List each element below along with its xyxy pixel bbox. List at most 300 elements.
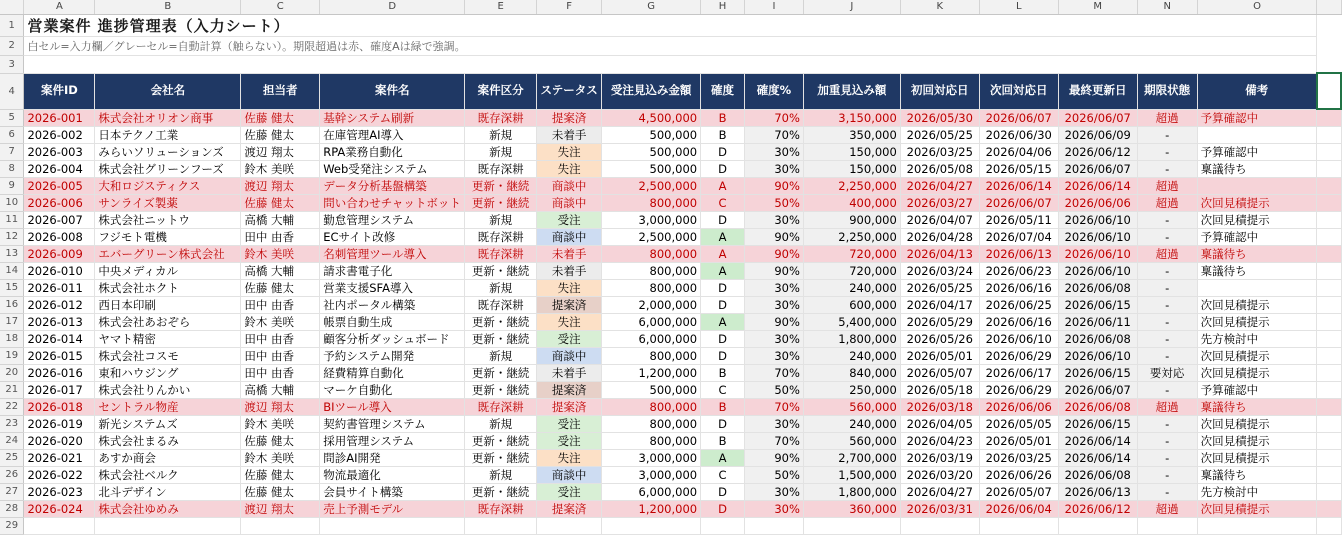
row-header[interactable]: 8 xyxy=(0,160,24,177)
cell-first[interactable]: 2026/05/30 xyxy=(900,109,979,126)
cell-project[interactable]: BIツール導入 xyxy=(320,398,465,415)
cell-updated[interactable]: 2026/06/07 xyxy=(1058,381,1137,398)
cell-amount[interactable]: 500,000 xyxy=(602,381,701,398)
cell-status[interactable]: 未着手 xyxy=(537,126,602,143)
cell-pct[interactable]: 90% xyxy=(745,177,804,194)
cell-deadline[interactable]: 超過 xyxy=(1137,500,1197,517)
cell-amount[interactable]: 2,500,000 xyxy=(602,177,701,194)
cell-weighted[interactable]: 150,000 xyxy=(803,160,900,177)
cell-status[interactable]: 未着手 xyxy=(537,364,602,381)
cell-type[interactable]: 更新・継続 xyxy=(465,262,537,279)
cell-project[interactable]: 勤怠管理システム xyxy=(320,211,465,228)
cell-empty[interactable] xyxy=(1317,347,1341,364)
cell-pct[interactable]: 50% xyxy=(745,466,804,483)
cell-first[interactable]: 2026/04/17 xyxy=(900,296,979,313)
cell-next[interactable]: 2026/07/04 xyxy=(979,228,1058,245)
cell-note[interactable]: 予算確認中 xyxy=(1197,143,1317,160)
cell-owner[interactable]: 佐藤 健太 xyxy=(241,483,320,500)
cell-weighted[interactable]: 3,150,000 xyxy=(803,109,900,126)
cell-id[interactable]: 2026-011 xyxy=(24,279,95,296)
cell-owner[interactable]: 鈴木 美咲 xyxy=(241,245,320,262)
cell-owner[interactable]: 佐藤 健太 xyxy=(241,194,320,211)
cell-status[interactable]: 受注 xyxy=(537,432,602,449)
cell-weighted[interactable]: 720,000 xyxy=(803,245,900,262)
cell-note[interactable]: 稟議待ち xyxy=(1197,398,1317,415)
cell-pct[interactable]: 90% xyxy=(745,313,804,330)
cell-company[interactable]: 株式会社あおぞら xyxy=(95,313,241,330)
cell-weighted[interactable]: 2,250,000 xyxy=(803,228,900,245)
cell-company[interactable]: 株式会社グリーンフーズ xyxy=(95,160,241,177)
cell-empty[interactable] xyxy=(1317,381,1341,398)
cell-empty[interactable] xyxy=(1317,415,1341,432)
cell-rank[interactable]: D xyxy=(701,415,745,432)
cell-first[interactable]: 2026/05/29 xyxy=(900,313,979,330)
cell-rank[interactable]: D xyxy=(701,296,745,313)
row-header[interactable]: 21 xyxy=(0,381,24,398)
cell-note[interactable]: 次回見積提示 xyxy=(1197,296,1317,313)
cell-project[interactable]: 経費精算自動化 xyxy=(320,364,465,381)
cell-status[interactable]: 商談中 xyxy=(537,347,602,364)
cell-updated[interactable]: 2026/06/14 xyxy=(1058,449,1137,466)
cell-owner[interactable]: 佐藤 健太 xyxy=(241,466,320,483)
column-header-e[interactable]: E xyxy=(465,0,537,14)
cell-rank[interactable]: D xyxy=(701,500,745,517)
cell-next[interactable]: 2026/06/16 xyxy=(979,279,1058,296)
cell-type[interactable]: 更新・継続 xyxy=(465,432,537,449)
cell-company[interactable]: あすか商会 xyxy=(95,449,241,466)
cell-rank[interactable]: A xyxy=(701,449,745,466)
cell-amount[interactable]: 500,000 xyxy=(602,126,701,143)
cell-type[interactable]: 更新・継続 xyxy=(465,313,537,330)
header-cell[interactable]: 加重見込み額 xyxy=(803,73,900,109)
cell-rank[interactable]: B xyxy=(701,432,745,449)
column-header-c[interactable]: C xyxy=(241,0,320,14)
cell-company[interactable]: 中央メディカル xyxy=(95,262,241,279)
cell-first[interactable]: 2026/03/19 xyxy=(900,449,979,466)
cell-empty[interactable] xyxy=(537,517,602,534)
cell-owner[interactable]: 佐藤 健太 xyxy=(241,126,320,143)
header-cell[interactable]: 案件区分 xyxy=(465,73,537,109)
cell-rank[interactable]: D xyxy=(701,279,745,296)
row-header[interactable]: 20 xyxy=(0,364,24,381)
row-header[interactable]: 18 xyxy=(0,330,24,347)
cell-pct[interactable]: 90% xyxy=(745,245,804,262)
cell-rank[interactable]: C xyxy=(701,194,745,211)
cell-company[interactable]: 東和ハウジング xyxy=(95,364,241,381)
cell-id[interactable]: 2026-017 xyxy=(24,381,95,398)
cell-id[interactable]: 2026-023 xyxy=(24,483,95,500)
cell-company[interactable]: 株式会社まるみ xyxy=(95,432,241,449)
cell-pct[interactable]: 30% xyxy=(745,160,804,177)
cell-status[interactable]: 商談中 xyxy=(537,466,602,483)
cell-owner[interactable]: 渡辺 翔太 xyxy=(241,398,320,415)
cell-pct[interactable]: 90% xyxy=(745,449,804,466)
header-cell[interactable]: ステータス xyxy=(537,73,602,109)
cell-deadline[interactable]: - xyxy=(1137,211,1197,228)
cell-owner[interactable]: 鈴木 美咲 xyxy=(241,415,320,432)
cell-empty[interactable] xyxy=(1317,432,1341,449)
cell-deadline[interactable]: 要対応 xyxy=(1137,364,1197,381)
cell-weighted[interactable]: 5,400,000 xyxy=(803,313,900,330)
cell-weighted[interactable]: 250,000 xyxy=(803,381,900,398)
cell-amount[interactable]: 2,500,000 xyxy=(602,228,701,245)
header-cell[interactable]: 初回対応日 xyxy=(900,73,979,109)
row-header[interactable]: 15 xyxy=(0,279,24,296)
cell-deadline[interactable]: - xyxy=(1137,126,1197,143)
cell-amount[interactable]: 3,000,000 xyxy=(602,449,701,466)
header-cell[interactable]: 期限状態 xyxy=(1137,73,1197,109)
cell-rank[interactable]: B xyxy=(701,398,745,415)
cell-empty[interactable] xyxy=(465,517,537,534)
cell-pct[interactable]: 50% xyxy=(745,194,804,211)
cell-rank[interactable]: D xyxy=(701,160,745,177)
cell-rank[interactable]: A xyxy=(701,313,745,330)
cell-weighted[interactable]: 360,000 xyxy=(803,500,900,517)
cell-company[interactable]: 株式会社オリオン商事 xyxy=(95,109,241,126)
cell-empty[interactable] xyxy=(900,517,979,534)
cell-weighted[interactable]: 400,000 xyxy=(803,194,900,211)
cell-updated[interactable]: 2026/06/08 xyxy=(1058,279,1137,296)
cell-company[interactable]: 株式会社ホクト xyxy=(95,279,241,296)
cell-empty[interactable] xyxy=(1058,517,1137,534)
cell-id[interactable]: 2026-002 xyxy=(24,126,95,143)
column-header-b[interactable]: B xyxy=(95,0,241,14)
column-header-n[interactable]: N xyxy=(1137,0,1197,14)
cell-empty[interactable] xyxy=(1317,398,1341,415)
cell-first[interactable]: 2026/05/25 xyxy=(900,126,979,143)
cell-type[interactable]: 更新・継続 xyxy=(465,177,537,194)
cell-type[interactable]: 新規 xyxy=(465,279,537,296)
cell-note[interactable]: 次回見積提示 xyxy=(1197,313,1317,330)
cell-first[interactable]: 2026/05/08 xyxy=(900,160,979,177)
cell-weighted[interactable]: 560,000 xyxy=(803,432,900,449)
cell-status[interactable]: 商談中 xyxy=(537,177,602,194)
cell-weighted[interactable]: 2,250,000 xyxy=(803,177,900,194)
cell-weighted[interactable]: 1,800,000 xyxy=(803,483,900,500)
cell-next[interactable]: 2026/04/06 xyxy=(979,143,1058,160)
column-header-j[interactable]: J xyxy=(803,0,900,14)
cell-owner[interactable]: 田中 由香 xyxy=(241,347,320,364)
cell-weighted[interactable]: 240,000 xyxy=(803,279,900,296)
cell-pct[interactable]: 30% xyxy=(745,330,804,347)
header-cell[interactable]: 受注見込み金額 xyxy=(602,73,701,109)
cell-company[interactable]: 西日本印刷 xyxy=(95,296,241,313)
cell-id[interactable]: 2026-009 xyxy=(24,245,95,262)
cell-rank[interactable]: D xyxy=(701,143,745,160)
cell-weighted[interactable]: 600,000 xyxy=(803,296,900,313)
cell-id[interactable]: 2026-020 xyxy=(24,432,95,449)
cell-rank[interactable]: D xyxy=(701,211,745,228)
cell-amount[interactable]: 800,000 xyxy=(602,398,701,415)
cell-empty[interactable] xyxy=(1317,228,1341,245)
cell-weighted[interactable]: 560,000 xyxy=(803,398,900,415)
row-header[interactable]: 16 xyxy=(0,296,24,313)
cell-company[interactable]: ヤマト精密 xyxy=(95,330,241,347)
cell-empty[interactable] xyxy=(1317,160,1341,177)
cell-empty[interactable] xyxy=(1197,517,1317,534)
cell-weighted[interactable]: 240,000 xyxy=(803,415,900,432)
cell-id[interactable]: 2026-001 xyxy=(24,109,95,126)
cell-note[interactable]: 次回見積提示 xyxy=(1197,500,1317,517)
cell-pct[interactable]: 30% xyxy=(745,143,804,160)
cell-id[interactable]: 2026-019 xyxy=(24,415,95,432)
cell-empty[interactable] xyxy=(701,517,745,534)
column-header-a[interactable]: A xyxy=(24,0,95,14)
cell-deadline[interactable]: - xyxy=(1137,279,1197,296)
cell-empty[interactable] xyxy=(24,517,95,534)
cell-note[interactable] xyxy=(1197,126,1317,143)
cell-deadline[interactable]: - xyxy=(1137,228,1197,245)
cell-first[interactable]: 2026/05/25 xyxy=(900,279,979,296)
cell-status[interactable]: 提案済 xyxy=(537,109,602,126)
cell-empty[interactable] xyxy=(1317,500,1341,517)
cell-deadline[interactable]: 超過 xyxy=(1137,177,1197,194)
cell-company[interactable]: 株式会社コスモ xyxy=(95,347,241,364)
cell-rank[interactable]: C xyxy=(701,466,745,483)
cell-status[interactable]: 失注 xyxy=(537,313,602,330)
cell-project[interactable]: 問い合わせチャットボット xyxy=(320,194,465,211)
cell-status[interactable]: 商談中 xyxy=(537,228,602,245)
cell-first[interactable]: 2026/03/18 xyxy=(900,398,979,415)
cell-note[interactable]: 予算確認中 xyxy=(1197,228,1317,245)
cell-id[interactable]: 2026-024 xyxy=(24,500,95,517)
cell-next[interactable]: 2026/06/17 xyxy=(979,364,1058,381)
row-header[interactable]: 23 xyxy=(0,415,24,432)
cell-updated[interactable]: 2026/06/10 xyxy=(1058,228,1137,245)
cell-deadline[interactable]: 超過 xyxy=(1137,109,1197,126)
cell-rank[interactable]: B xyxy=(701,126,745,143)
cell-deadline[interactable]: 超過 xyxy=(1137,398,1197,415)
cell-first[interactable]: 2026/04/27 xyxy=(900,177,979,194)
cell-empty[interactable] xyxy=(1317,211,1341,228)
row-header[interactable]: 2 xyxy=(0,36,24,55)
column-header-m[interactable]: M xyxy=(1058,0,1137,14)
cell-pct[interactable]: 30% xyxy=(745,347,804,364)
cell-deadline[interactable]: - xyxy=(1137,483,1197,500)
cell-owner[interactable]: 渡辺 翔太 xyxy=(241,143,320,160)
cell-amount[interactable]: 500,000 xyxy=(602,143,701,160)
cell-empty[interactable] xyxy=(1317,194,1341,211)
cell-project[interactable]: マーケ自動化 xyxy=(320,381,465,398)
cell-id[interactable]: 2026-003 xyxy=(24,143,95,160)
cell-amount[interactable]: 800,000 xyxy=(602,262,701,279)
sheet-title[interactable]: 営業案件 進捗管理表（入力シート） xyxy=(24,14,1317,36)
cell-type[interactable]: 更新・継続 xyxy=(465,194,537,211)
cell-empty[interactable] xyxy=(1317,296,1341,313)
cell-owner[interactable]: 高橋 大輔 xyxy=(241,262,320,279)
row-header[interactable]: 19 xyxy=(0,347,24,364)
select-all-corner[interactable] xyxy=(0,0,24,14)
cell-updated[interactable]: 2026/06/07 xyxy=(1058,109,1137,126)
cell-next[interactable]: 2026/06/16 xyxy=(979,313,1058,330)
cell-status[interactable]: 失注 xyxy=(537,279,602,296)
cell-company[interactable]: エバーグリーン株式会社 xyxy=(95,245,241,262)
cell-company[interactable]: 大和ロジスティクス xyxy=(95,177,241,194)
cell-id[interactable]: 2026-018 xyxy=(24,398,95,415)
cell-deadline[interactable]: - xyxy=(1137,143,1197,160)
cell-project[interactable]: 在庫管理AI導入 xyxy=(320,126,465,143)
row-header[interactable]: 5 xyxy=(0,109,24,126)
cell-next[interactable]: 2026/06/07 xyxy=(979,109,1058,126)
cell-first[interactable]: 2026/04/05 xyxy=(900,415,979,432)
cell-weighted[interactable]: 350,000 xyxy=(803,126,900,143)
cell-next[interactable]: 2026/06/10 xyxy=(979,330,1058,347)
cell-owner[interactable]: 高橋 大輔 xyxy=(241,381,320,398)
cell-empty[interactable] xyxy=(1317,466,1341,483)
cell-project[interactable]: 採用管理システム xyxy=(320,432,465,449)
cell-note[interactable]: 予算確認中 xyxy=(1197,381,1317,398)
row-header[interactable]: 4 xyxy=(0,73,24,109)
cell-project[interactable]: 名刺管理ツール導入 xyxy=(320,245,465,262)
row-header[interactable]: 28 xyxy=(0,500,24,517)
cell-empty[interactable] xyxy=(95,517,241,534)
cell-owner[interactable]: 鈴木 美咲 xyxy=(241,449,320,466)
cell-type[interactable]: 既存深耕 xyxy=(465,296,537,313)
cell-deadline[interactable]: - xyxy=(1137,296,1197,313)
cell-type[interactable]: 更新・継続 xyxy=(465,381,537,398)
cell-id[interactable]: 2026-022 xyxy=(24,466,95,483)
sheet-subtitle[interactable]: 白セル=入力欄／グレーセル=自動計算（触らない）。期限超過は赤、確度Aは緑で強調。 xyxy=(24,36,1317,55)
cell-note[interactable]: 次回見積提示 xyxy=(1197,415,1317,432)
cell-empty[interactable] xyxy=(745,517,804,534)
cell-owner[interactable]: 田中 由香 xyxy=(241,296,320,313)
cell-owner[interactable]: 田中 由香 xyxy=(241,364,320,381)
cell-amount[interactable]: 800,000 xyxy=(602,415,701,432)
cell-pct[interactable]: 50% xyxy=(745,381,804,398)
cell-id[interactable]: 2026-008 xyxy=(24,228,95,245)
cell-company[interactable]: 株式会社りんかい xyxy=(95,381,241,398)
cell-id[interactable]: 2026-006 xyxy=(24,194,95,211)
row-header[interactable]: 7 xyxy=(0,143,24,160)
cell-pct[interactable]: 90% xyxy=(745,228,804,245)
cell-owner[interactable]: 佐藤 健太 xyxy=(241,109,320,126)
cell-deadline[interactable]: - xyxy=(1137,313,1197,330)
row-header[interactable]: 24 xyxy=(0,432,24,449)
cell-status[interactable]: 失注 xyxy=(537,160,602,177)
cell-type[interactable]: 既存深耕 xyxy=(465,398,537,415)
cell-type[interactable]: 新規 xyxy=(465,143,537,160)
cell-first[interactable]: 2026/04/28 xyxy=(900,228,979,245)
cell-note[interactable]: 稟議待ち xyxy=(1197,466,1317,483)
cell-next[interactable]: 2026/05/01 xyxy=(979,432,1058,449)
cell-note[interactable]: 予算確認中 xyxy=(1197,109,1317,126)
cell-project[interactable]: 物流最適化 xyxy=(320,466,465,483)
cell-empty[interactable] xyxy=(1317,449,1341,466)
cell-updated[interactable]: 2026/06/08 xyxy=(1058,330,1137,347)
cell-company[interactable]: みらいソリューションズ xyxy=(95,143,241,160)
cell-next[interactable]: 2026/06/14 xyxy=(979,177,1058,194)
header-cell[interactable]: 確度 xyxy=(701,73,745,109)
cell-rank[interactable]: D xyxy=(701,483,745,500)
cell-weighted[interactable]: 240,000 xyxy=(803,347,900,364)
row-header[interactable]: 11 xyxy=(0,211,24,228)
cell-company[interactable]: サンライズ製薬 xyxy=(95,194,241,211)
cell-first[interactable]: 2026/03/25 xyxy=(900,143,979,160)
cell-deadline[interactable]: - xyxy=(1137,262,1197,279)
cell-empty[interactable] xyxy=(1317,483,1341,500)
cell-weighted[interactable]: 900,000 xyxy=(803,211,900,228)
column-header-d[interactable]: D xyxy=(320,0,465,14)
cell-pct[interactable]: 30% xyxy=(745,483,804,500)
cell-note[interactable] xyxy=(1197,177,1317,194)
cell-status[interactable]: 提案済 xyxy=(537,500,602,517)
cell-weighted[interactable]: 1,800,000 xyxy=(803,330,900,347)
cell-project[interactable]: 問診AI開発 xyxy=(320,449,465,466)
cell-updated[interactable]: 2026/06/09 xyxy=(1058,126,1137,143)
cell-note[interactable]: 先方検討中 xyxy=(1197,483,1317,500)
cell-type[interactable]: 更新・継続 xyxy=(465,364,537,381)
cell-note[interactable]: 先方検討中 xyxy=(1197,330,1317,347)
cell-type[interactable]: 更新・継続 xyxy=(465,483,537,500)
cell-type[interactable]: 既存深耕 xyxy=(465,160,537,177)
cell-pct[interactable]: 70% xyxy=(745,109,804,126)
cell-empty[interactable] xyxy=(1317,330,1341,347)
cell-note[interactable]: 次回見積提示 xyxy=(1197,449,1317,466)
cell-deadline[interactable]: - xyxy=(1137,381,1197,398)
header-cell[interactable]: 会社名 xyxy=(95,73,241,109)
column-header-h[interactable]: H xyxy=(701,0,745,14)
cell-project[interactable]: 顧客分析ダッシュボード xyxy=(320,330,465,347)
cell-note[interactable] xyxy=(1197,279,1317,296)
cell-next[interactable]: 2026/06/23 xyxy=(979,262,1058,279)
cell-deadline[interactable]: - xyxy=(1137,449,1197,466)
cell-first[interactable]: 2026/05/07 xyxy=(900,364,979,381)
cell-updated[interactable]: 2026/06/08 xyxy=(1058,466,1137,483)
cell-rank[interactable]: A xyxy=(701,262,745,279)
cell-id[interactable]: 2026-021 xyxy=(24,449,95,466)
cell-type[interactable]: 更新・継続 xyxy=(465,330,537,347)
cell-empty[interactable] xyxy=(1317,279,1341,296)
cell-first[interactable]: 2026/04/07 xyxy=(900,211,979,228)
cell-next[interactable]: 2026/06/30 xyxy=(979,126,1058,143)
row-header[interactable]: 12 xyxy=(0,228,24,245)
cell-note[interactable]: 次回見積提示 xyxy=(1197,364,1317,381)
cell-type[interactable]: 新規 xyxy=(465,415,537,432)
cell-empty[interactable] xyxy=(803,517,900,534)
cell-empty[interactable] xyxy=(1317,313,1341,330)
cell-status[interactable]: 未着手 xyxy=(537,262,602,279)
cell-type[interactable]: 更新・継続 xyxy=(465,449,537,466)
cell-rank[interactable]: B xyxy=(701,109,745,126)
cell-id[interactable]: 2026-005 xyxy=(24,177,95,194)
cell-deadline[interactable]: - xyxy=(1137,160,1197,177)
row-header[interactable]: 22 xyxy=(0,398,24,415)
cell-next[interactable]: 2026/06/25 xyxy=(979,296,1058,313)
cell-weighted[interactable]: 2,700,000 xyxy=(803,449,900,466)
column-header-i[interactable]: I xyxy=(745,0,804,14)
cell-status[interactable]: 提案済 xyxy=(537,381,602,398)
cell-id[interactable]: 2026-010 xyxy=(24,262,95,279)
cell-rank[interactable]: C xyxy=(701,381,745,398)
row-header[interactable]: 9 xyxy=(0,177,24,194)
cell-deadline[interactable]: - xyxy=(1137,432,1197,449)
cell-updated[interactable]: 2026/06/15 xyxy=(1058,296,1137,313)
cell-note[interactable]: 稟議待ち xyxy=(1197,160,1317,177)
cell-next[interactable]: 2026/06/06 xyxy=(979,398,1058,415)
header-cell[interactable]: 案件名 xyxy=(320,73,465,109)
cell-status[interactable]: 受注 xyxy=(537,211,602,228)
row-header[interactable]: 13 xyxy=(0,245,24,262)
cell-next[interactable]: 2026/06/13 xyxy=(979,245,1058,262)
cell-owner[interactable]: 渡辺 翔太 xyxy=(241,500,320,517)
cell-next[interactable]: 2026/06/29 xyxy=(979,347,1058,364)
cell-note[interactable]: 次回見積提示 xyxy=(1197,347,1317,364)
cell-pct[interactable]: 30% xyxy=(745,500,804,517)
cell-pct[interactable]: 70% xyxy=(745,398,804,415)
cell-first[interactable]: 2026/04/13 xyxy=(900,245,979,262)
cell-deadline[interactable]: - xyxy=(1137,330,1197,347)
cell-updated[interactable]: 2026/06/14 xyxy=(1058,432,1137,449)
